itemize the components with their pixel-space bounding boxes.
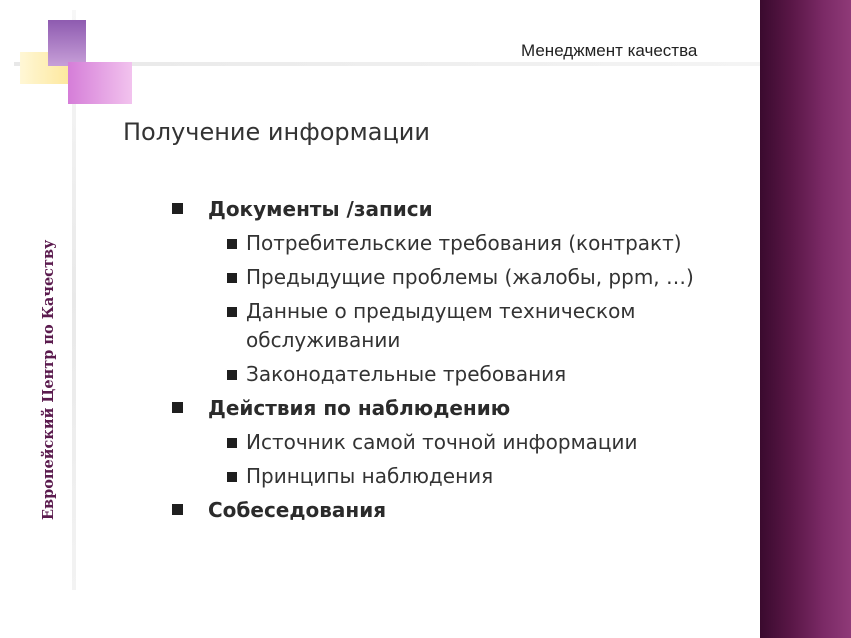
square-bullet-icon xyxy=(172,203,183,214)
list-item-label: Собеседования xyxy=(208,498,387,522)
sub-list xyxy=(208,428,752,491)
sub-list-item xyxy=(208,263,752,292)
sub-list-item-label: Предыдущие проблемы (жалобы, ppm, …) xyxy=(246,265,694,289)
list-item xyxy=(172,394,752,491)
sub-list-item-label: Источник самой точной информации xyxy=(246,430,638,454)
list-item xyxy=(172,496,752,524)
pink-decor-square xyxy=(68,62,132,104)
sub-list-item-label: Законодательные требования xyxy=(246,362,567,386)
organization-vertical-label: Европейский Центр по Качеству xyxy=(40,239,57,520)
bullet-list xyxy=(172,195,752,529)
purple-decor-square xyxy=(48,20,86,66)
list-item-label: Действия по наблюдению xyxy=(208,396,511,420)
square-bullet-icon xyxy=(227,472,237,482)
sub-list-item xyxy=(208,462,752,491)
sub-list-item-label: Потребительские требования (контракт) xyxy=(246,231,682,255)
sub-list-item-label: Данные о предыдущем техническом обслуживании xyxy=(246,299,636,352)
square-bullet-icon xyxy=(227,307,237,317)
square-bullet-icon xyxy=(227,438,237,448)
sub-list-item xyxy=(208,428,752,457)
slide-title: Получение информации xyxy=(123,118,430,146)
square-bullet-icon xyxy=(172,504,183,515)
list-item xyxy=(172,195,752,389)
header-title: Менеджмент качества xyxy=(521,41,698,60)
square-bullet-icon xyxy=(227,370,237,380)
sub-list xyxy=(208,229,752,389)
sub-list-item xyxy=(208,297,752,355)
list-item-label: Документы /записи xyxy=(208,197,433,221)
sub-list-item-label: Принципы наблюдения xyxy=(246,464,494,488)
square-bullet-icon xyxy=(227,239,237,249)
right-decorative-band xyxy=(760,0,851,638)
square-bullet-icon xyxy=(172,402,183,413)
square-bullet-icon xyxy=(227,273,237,283)
sub-list-item xyxy=(208,360,752,389)
sub-list-item xyxy=(208,229,752,258)
